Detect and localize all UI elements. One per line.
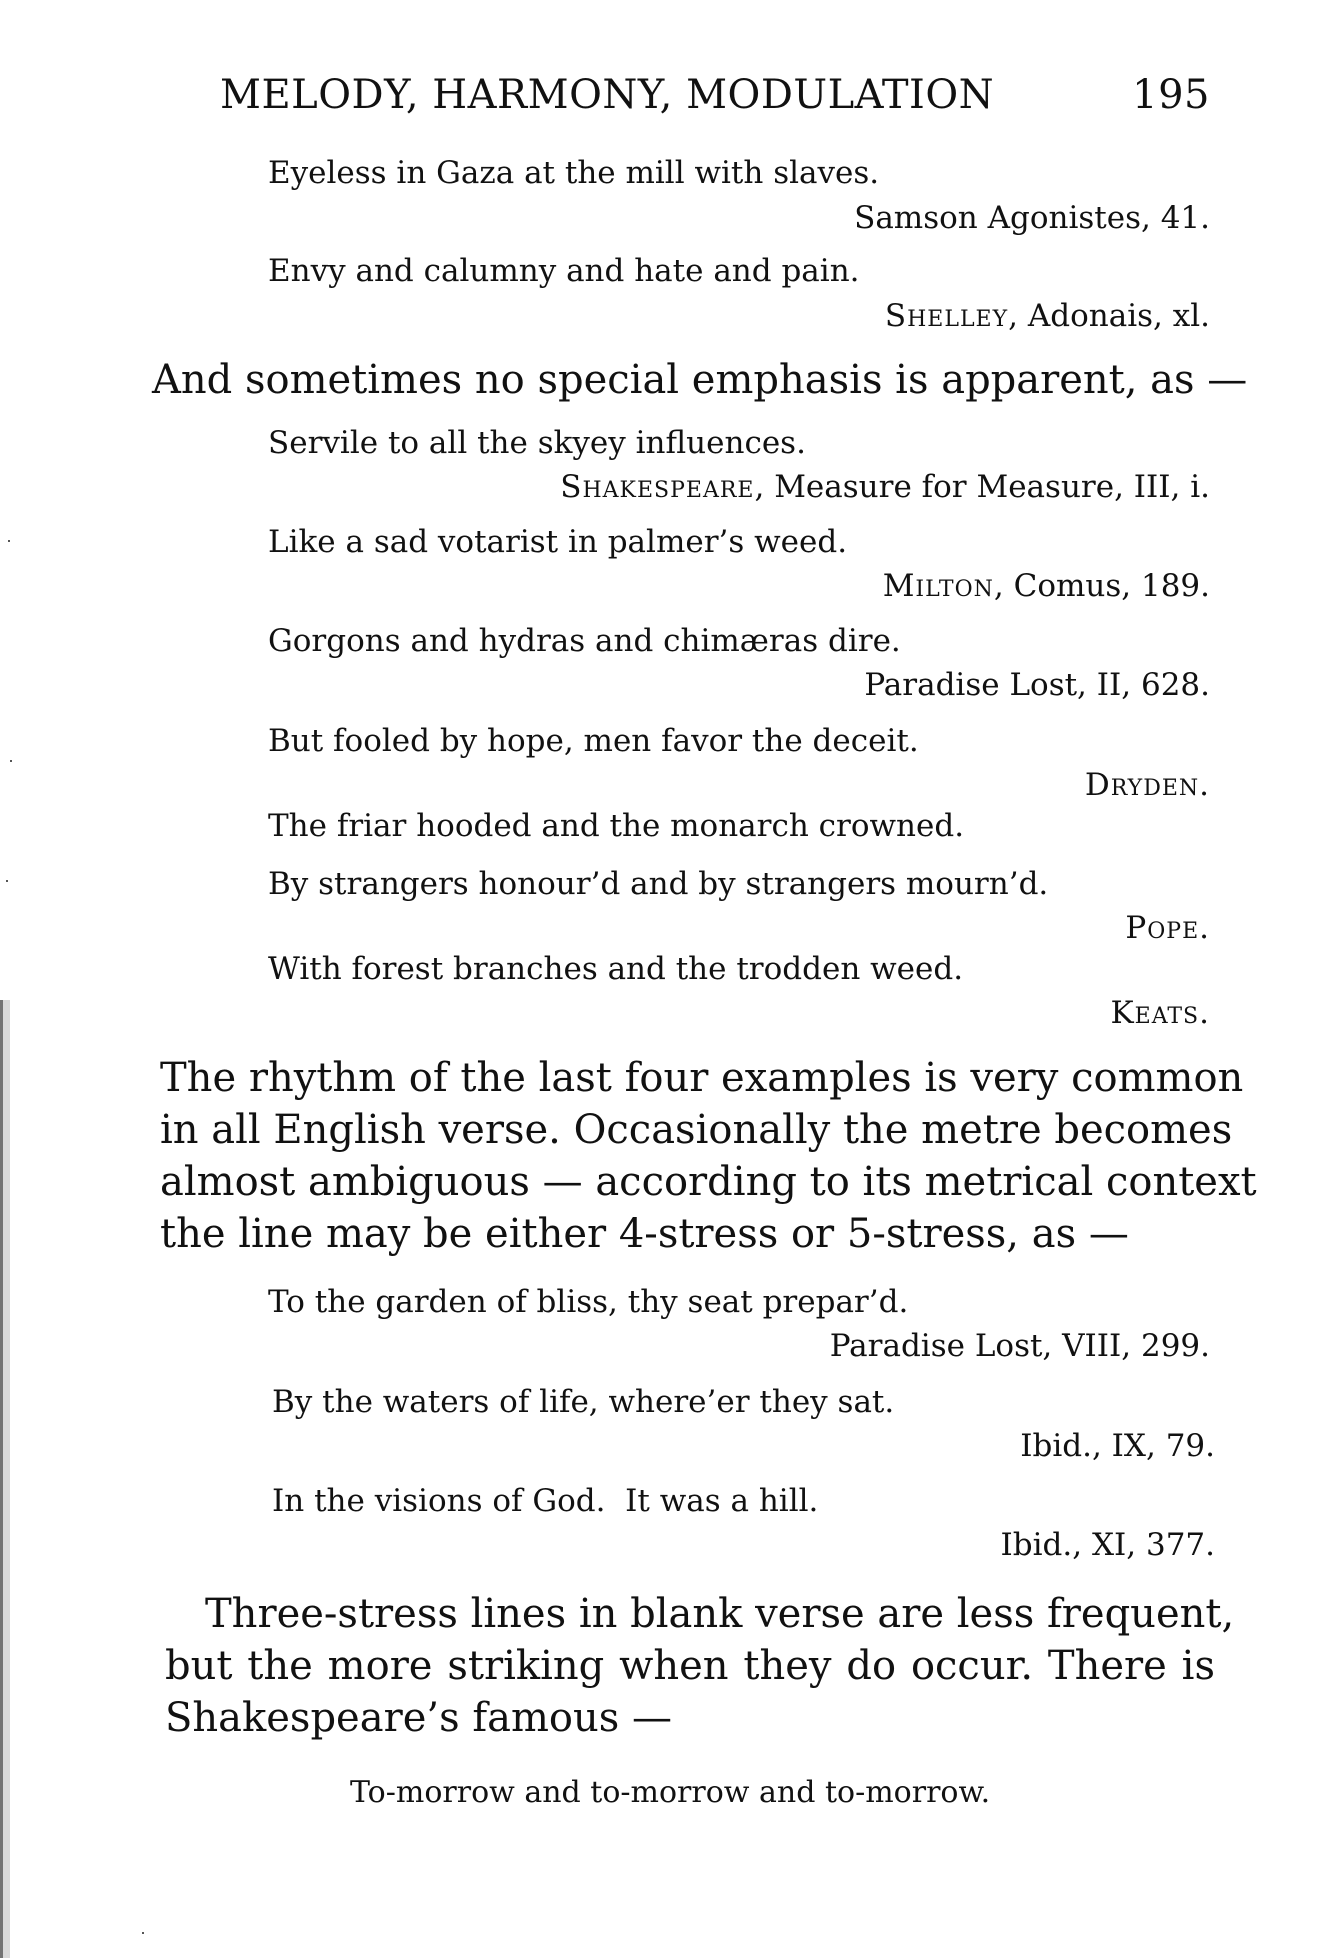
verse-quote: To the garden of bliss, thy seat prepar’d. bbox=[268, 1284, 909, 1320]
body-paragraph-line: almost ambiguous — according to its metrical context bbox=[160, 1159, 1257, 1205]
quote-attribution bbox=[1125, 910, 1210, 946]
quote-attribution: Paradise Lost, II, 628. bbox=[864, 667, 1210, 703]
attribution-author: Keats. bbox=[1110, 995, 1210, 1031]
verse-quote: Gorgons and hydras and chimæras dire. bbox=[268, 623, 901, 659]
scan-speck bbox=[142, 1932, 144, 1934]
body-paragraph-line: Shakespeare’s famous — bbox=[165, 1695, 672, 1741]
verse-quote: In the visions of God. It was a hill. bbox=[272, 1483, 819, 1519]
attribution-author: Shelley bbox=[884, 298, 1009, 334]
running-title: MELODY, HARMONY, MODULATION bbox=[220, 72, 995, 118]
quote-attribution: Ibid., XI, 377. bbox=[1000, 1527, 1215, 1563]
verse-quote: By the waters of life, where’er they sat. bbox=[272, 1384, 895, 1420]
quote-attribution bbox=[560, 469, 1210, 505]
scan-speck bbox=[10, 760, 12, 762]
verse-quote: Envy and calumny and hate and pain. bbox=[268, 253, 860, 289]
verse-quote: Like a sad votarist in palmer’s weed. bbox=[268, 524, 848, 560]
attribution-author: Milton bbox=[882, 568, 994, 604]
quote-attribution bbox=[1084, 767, 1210, 803]
attribution-work: , Comus, 189. bbox=[993, 568, 1210, 604]
scan-speck bbox=[8, 540, 10, 542]
quote-attribution bbox=[1110, 995, 1210, 1031]
scan-edge-shadow bbox=[0, 1000, 26, 1958]
verse-quote: The friar hooded and the monarch crowned. bbox=[268, 808, 965, 844]
body-paragraph-line: in all English verse. Occasionally the metre becomes bbox=[160, 1107, 1233, 1153]
quote-attribution: Ibid., IX, 79. bbox=[1020, 1428, 1215, 1464]
quote-attribution: Samson Agonistes, 41. bbox=[854, 200, 1210, 236]
quote-attribution bbox=[884, 298, 1210, 334]
verse-quote: To-morrow and to-morrow and to-morrow. bbox=[350, 1775, 991, 1810]
verse-quote: With forest branches and the trodden weed. bbox=[268, 951, 964, 987]
body-paragraph-line: The rhythm of the last four examples is very common bbox=[160, 1055, 1244, 1101]
attribution-author: Dryden. bbox=[1084, 767, 1210, 803]
scan-speck bbox=[6, 880, 8, 882]
verse-quote: Servile to all the skyey influences. bbox=[268, 425, 806, 461]
attribution-work: , Adonais, xl. bbox=[1008, 298, 1210, 334]
page-number: 195 bbox=[1132, 72, 1210, 118]
verse-quote: By strangers honour’d and by strangers mourn’d. bbox=[268, 866, 1049, 902]
body-paragraph: And sometimes no special emphasis is apparent, as — bbox=[152, 357, 1248, 403]
attribution-author: Shakespeare bbox=[560, 469, 755, 505]
quote-attribution: Paradise Lost, VIII, 299. bbox=[829, 1328, 1210, 1364]
body-paragraph-line: Three-stress lines in blank verse are less frequent, bbox=[205, 1591, 1235, 1637]
body-paragraph-line: but the more striking when they do occur. There is bbox=[165, 1643, 1215, 1689]
attribution-author: Pope. bbox=[1125, 910, 1210, 946]
quote-attribution bbox=[882, 568, 1210, 604]
verse-quote: Eyeless in Gaza at the mill with slaves. bbox=[268, 155, 880, 191]
body-paragraph-line: the line may be either 4-stress or 5-stress, as — bbox=[160, 1211, 1129, 1257]
verse-quote: But fooled by hope, men favor the deceit. bbox=[268, 723, 919, 759]
attribution-work: , Measure for Measure, III, i. bbox=[754, 469, 1210, 505]
